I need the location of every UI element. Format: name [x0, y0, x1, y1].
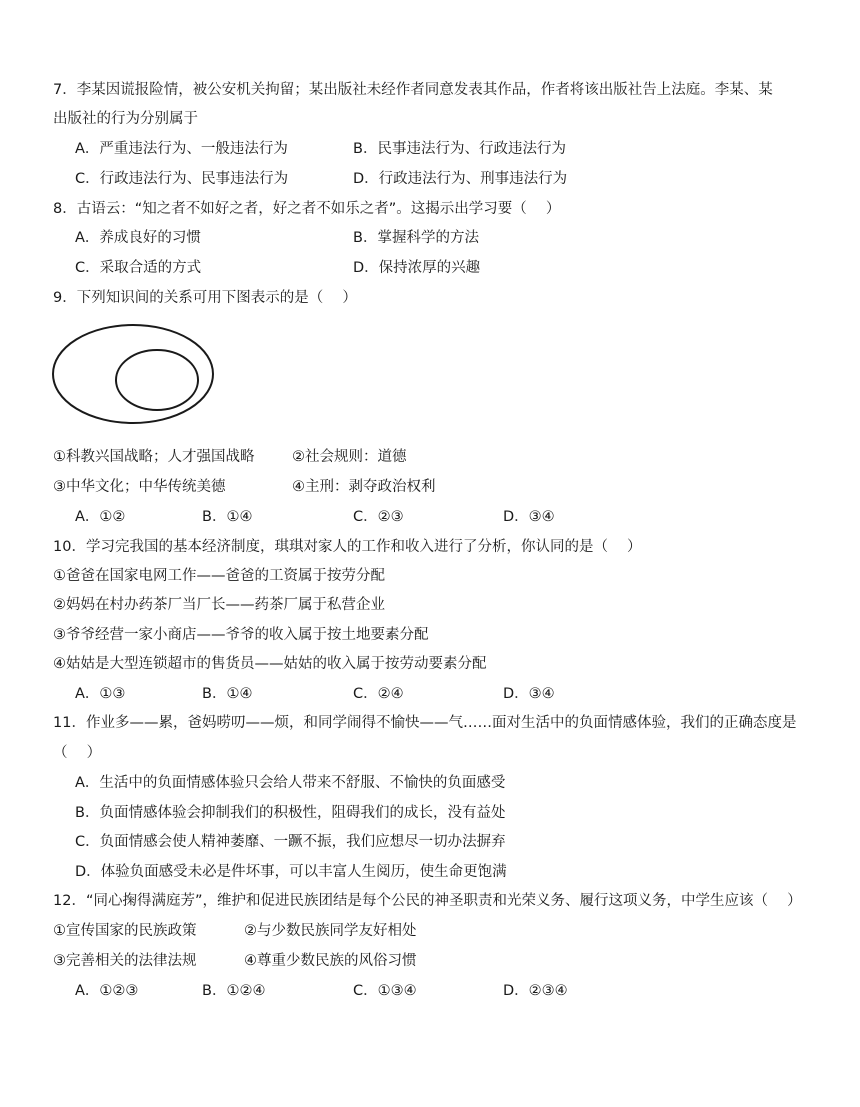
q9-option-d: D．③④	[503, 509, 555, 525]
q7-option-c: C．行政违法行为、民事违法行为	[75, 171, 289, 187]
q9-item-2: ②社会规则：道德	[292, 449, 407, 465]
outer-ellipse	[53, 325, 213, 423]
q11-option-a: A．生活中的负面情感体验只会给人带来不舒服、不愉快的负面感受	[75, 775, 506, 791]
q10-item-3: ③爷爷经营一家小商店——爷爷的收入属于按土地要素分配	[53, 627, 429, 643]
q12-option-a: A．①②③	[75, 983, 139, 999]
q11-stem-line1: 11．作业多——累，爸妈唠叨——烦，和同学闹得不愉快——气……面对生活中的负面情感体验，我们的正确态度是	[53, 715, 797, 731]
q9-option-c: C．②③	[353, 509, 404, 525]
q8-option-a: A．养成良好的习惯	[75, 230, 201, 246]
q12-item-4: ④尊重少数民族的风俗习惯	[244, 953, 417, 969]
nested-ellipses-diagram	[50, 322, 220, 430]
q7-option-b: B．民事违法行为、行政违法行为	[353, 141, 566, 157]
q7-option-d: D．行政违法行为、刑事违法行为	[353, 171, 568, 187]
q12-option-b: B．①②④	[202, 983, 266, 999]
q8-option-d: D．保持浓厚的兴趣	[353, 260, 481, 276]
q10-item-1: ①爸爸在国家电网工作——爸爸的工资属于按劳分配	[53, 568, 385, 584]
q12-option-c: C．①③④	[353, 983, 417, 999]
q12-item-1: ①宣传国家的民族政策	[53, 923, 197, 939]
q10-option-c: C．②④	[353, 686, 404, 702]
q9-item-1: ①科教兴国战略；人才强国战略	[53, 449, 255, 465]
q10-stem: 10．学习完我国的基本经济制度，琪琪对家人的工作和收入进行了分析，你认同的是（ ）	[53, 539, 642, 555]
q10-item-2: ②妈妈在村办药茶厂当厂长——药茶厂属于私营企业	[53, 597, 385, 613]
q11-option-c: C．负面情感会使人精神萎靡、一蹶不振，我们应想尽一切办法摒弃	[75, 834, 506, 850]
q9-option-a: A．①②	[75, 509, 126, 525]
q7-stem-line2: 出版社的行为分别属于	[53, 111, 198, 127]
q10-option-a: A．①③	[75, 686, 126, 702]
q12-item-3: ③完善相关的法律法规	[53, 953, 197, 969]
q9-item-3: ③中华文化；中华传统美德	[53, 479, 226, 495]
q8-option-c: C．采取合适的方式	[75, 260, 202, 276]
q11-option-b: B．负面情感体验会抑制我们的积极性，阻碍我们的成长，没有益处	[75, 805, 506, 821]
q11-stem-line2: （ ）	[53, 745, 102, 761]
q7-option-a: A．严重违法行为、一般违法行为	[75, 141, 288, 157]
inner-ellipse	[116, 350, 198, 410]
q8-stem: 8．古语云：“知之者不如好之者，好之者不如乐之者”。这揭示出学习要（ ）	[53, 201, 561, 217]
q12-item-2: ②与少数民族同学友好相处	[244, 923, 417, 939]
q10-item-4: ④姑姑是大型连锁超市的售货员——姑姑的收入属于按劳动要素分配	[53, 656, 487, 672]
q12-stem: 12．“同心掬得满庭芳”，维护和促进民族团结是每个公民的神圣职责和光荣义务、履行这项义务，中学生应该（ ）	[53, 893, 802, 909]
q9-item-4: ④主刑：剥夺政治权利	[292, 479, 436, 495]
q9-stem: 9．下列知识间的关系可用下图表示的是（ ）	[53, 290, 357, 306]
q7-stem-line1: 7．李某因谎报险情，被公安机关拘留；某出版社未经作者同意发表其作品，作者将该出版社告上法庭。李某、某	[53, 82, 773, 98]
q8-option-b: B．掌握科学的方法	[353, 230, 479, 246]
q11-option-d: D．体验负面感受未必是件坏事，可以丰富人生阅历，使生命更饱满	[75, 864, 507, 880]
q10-option-d: D．③④	[503, 686, 555, 702]
q12-option-d: D．②③④	[503, 983, 568, 999]
q10-option-b: B．①④	[202, 686, 253, 702]
q9-option-b: B．①④	[202, 509, 253, 525]
